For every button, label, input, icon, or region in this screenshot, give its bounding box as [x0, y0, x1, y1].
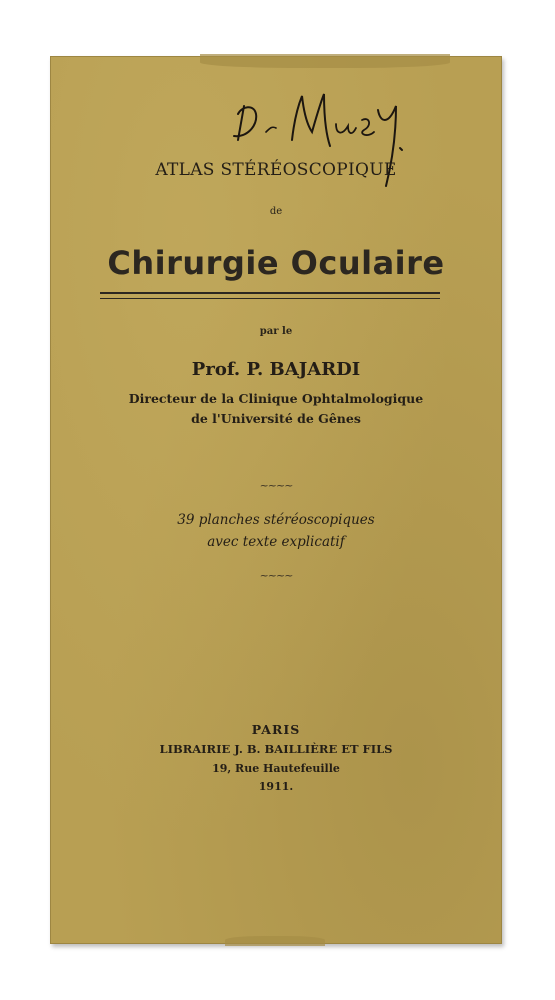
bottom-fold — [225, 936, 325, 946]
publisher-name: LIBRAIRIE J. B. BAILLIÈRE ET FILS — [159, 742, 393, 756]
publisher-address: 19, Rue Hautefeuille — [212, 762, 340, 775]
publication-city: PARIS — [251, 722, 301, 737]
ornament-bottom: ~~~~ — [259, 569, 293, 582]
ornament-top: ~~~~ — [259, 479, 293, 492]
publication-year: 1911. — [258, 780, 294, 793]
author-affiliation-2: de l'Université de Gênes — [191, 411, 361, 426]
title-rule — [100, 292, 440, 299]
plates-line-2: avec texte explicatif — [207, 534, 345, 550]
book-cover — [50, 56, 502, 944]
plates-line-1: 39 planches stéréoscopiques — [177, 512, 375, 528]
author-name: Prof. P. BAJARDI — [191, 359, 361, 380]
author-affiliation-1: Directeur de la Clinique Ophtalmologique — [128, 391, 424, 406]
atlas-title: ATLAS STÉRÉOSCOPIQUE — [155, 160, 397, 180]
top-fold — [200, 54, 450, 68]
main-title: Chirurgie Oculaire — [107, 244, 445, 282]
by-line: par le — [259, 326, 293, 337]
connector-de: de — [269, 206, 283, 217]
